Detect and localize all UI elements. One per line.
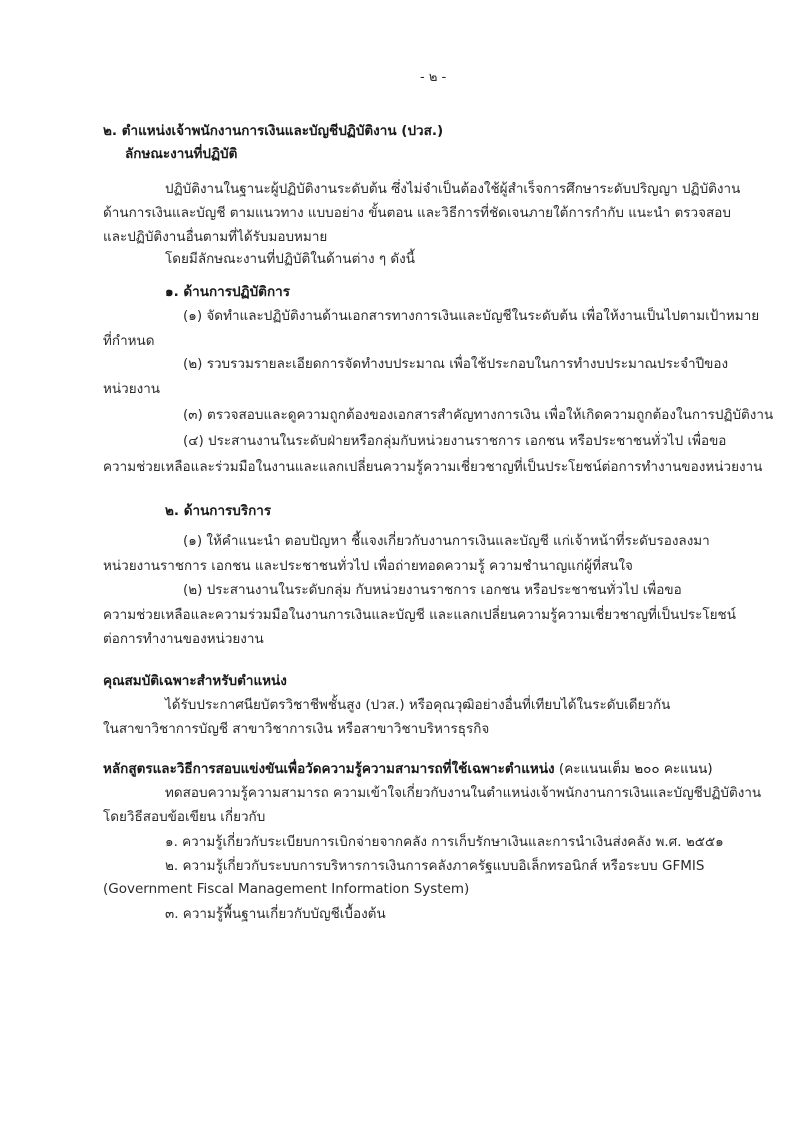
section1-item2-line2: หน่วยงาน (103, 381, 161, 397)
exam-score-note: (คะแนนเต็ม ๒๐๐ คะแนน) (554, 761, 713, 777)
page-number: - ๒ - (420, 70, 447, 85)
section1-item4-line1: (๔) ประสานงานในระดับฝ่ายหรือกลุ่มกับหน่วยงานราชการ เอกชน หรือประชาชนทั่วไป เพื่อขอ (183, 433, 727, 449)
exam-heading-text: หลักสูตรและวิธีการสอบแข่งขันเพื่อวัดความรู้ความสามารถที่ใช้เฉพาะตำแหน่ง (103, 761, 555, 777)
section1-heading: ๑. ด้านการปฏิบัติการ (165, 284, 290, 300)
section2-item1-line2: หน่วยงานราชการ เอกชน และประชาชนทั่วไป เพื่อถ่ายทอดความรู้ ความชำนาญแก่ผู้ที่สนใจ (103, 558, 633, 574)
exam-heading (103, 760, 713, 778)
section1-item3-line1: (๓) ตรวจสอบและดูความถูกต้องของเอกสารสำคัญทางการเงิน เพื่อให้เกิดความถูกต้องในการปฏิบัติงาน (183, 407, 774, 423)
intro-line-2: ด้านการเงินและบัญชี ตามแนวทาง แบบอย่าง ขั้นตอน และวิธีการที่ชัดเจนภายใต้การกำกับ แนะนำ ตรวจสอบ (103, 205, 731, 221)
section1-item2-line1: (๒) รวบรวมรายละเอียดการจัดทำงบประมาณ เพื่อใช้ประกอบในการทำงบประมาณประจำปีของ (183, 356, 729, 372)
section2-item2-line3: ต่อการทำงานของหน่วยงาน (103, 631, 264, 647)
position-heading: ๒. ตำแหน่งเจ้าพนักงานการเงินและบัญชีปฏิบัติงาน (ปวส.) (103, 123, 444, 139)
section2-item2-line1: (๒) ประสานงานในระดับกลุ่ม กับหน่วยงานราชการ เอกชน หรือประชาชนทั่วไป เพื่อขอ (183, 582, 682, 598)
qualifications-line-1: ได้รับประกาศนียบัตรวิชาชีพชั้นสูง (ปวส.) หรือคุณวุฒิอย่างอื่นที่เทียบได้ในระดับเดียวกัน (165, 697, 671, 713)
exam-topic-2-line2: (Government Fiscal Management Information System) (103, 881, 470, 897)
section1-item1-line2: ที่กำหนด (103, 333, 155, 349)
intro-line-4: โดยมีลักษณะงานที่ปฏิบัติในด้านต่าง ๆ ดังนี้ (165, 251, 415, 267)
exam-line-2: โดยวิธีสอบข้อเขียน เกี่ยวกับ (103, 809, 266, 825)
qualifications-heading: คุณสมบัติเฉพาะสำหรับตำแหน่ง (103, 673, 287, 689)
section2-item1-line1: (๑) ให้คำแนะนำ ตอบปัญหา ชี้แจงเกี่ยวกับงานการเงินและบัญชี แก่เจ้าหน้าที่ระดับรองลงมา (183, 533, 710, 549)
section1-item4-line2: ความช่วยเหลือและร่วมมือในงานและแลกเปลี่ยนความรู้ความเชี่ยวชาญที่เป็นประโยชน์ต่อการทำงานของหน่วยงาน (103, 459, 763, 475)
section2-heading: ๒. ด้านการบริการ (165, 503, 272, 519)
intro-line-3: และปฏิบัติงานอื่นตามที่ได้รับมอบหมาย (103, 229, 328, 245)
exam-topic-2-line1: ๒. ความรู้เกี่ยวกับระบบการบริหารการเงินการคลังภาครัฐแบบอิเล็กทรอนิกส์ หรือระบบ GFMIS (165, 858, 705, 874)
exam-topic-1: ๑. ความรู้เกี่ยวกับระเบียบการเบิกจ่ายจากคลัง การเก็บรักษาเงินและการนำเงินส่งคลัง พ.ศ. ๒๕๕๑ (165, 834, 724, 850)
exam-line-1: ทดสอบความรู้ความสามารถ ความเข้าใจเกี่ยวกับงานในตำแหน่งเจ้าพนักงานการเงินและบัญชีปฏิบัติงาน (165, 785, 762, 801)
duties-heading: ลักษณะงานที่ปฏิบัติ (125, 146, 238, 162)
intro-line-1: ปฏิบัติงานในฐานะผู้ปฏิบัติงานระดับต้น ซึ่งไม่จำเป็นต้องใช้ผู้สำเร็จการศึกษาระดับปริญญา ปฏิบัติงาน (165, 181, 741, 197)
section1-item1-line1: (๑) จัดทำและปฏิบัติงานด้านเอกสารทางการเงินและบัญชีในระดับต้น เพื่อให้งานเป็นไปตามเป้าหมาย (183, 308, 760, 324)
exam-topic-3: ๓. ความรู้พื้นฐานเกี่ยวกับบัญชีเบื้องต้น (165, 906, 386, 922)
section2-item2-line2: ความช่วยเหลือและความร่วมมือในงานการเงินและบัญชี และแลกเปลี่ยนความรู้ความเชี่ยวชาญที่เป็นประโยชน์ (103, 607, 736, 623)
qualifications-line-2: ในสาขาวิชาการบัญชี สาขาวิชาการเงิน หรือสาขาวิชาบริหารธุรกิจ (103, 721, 490, 737)
